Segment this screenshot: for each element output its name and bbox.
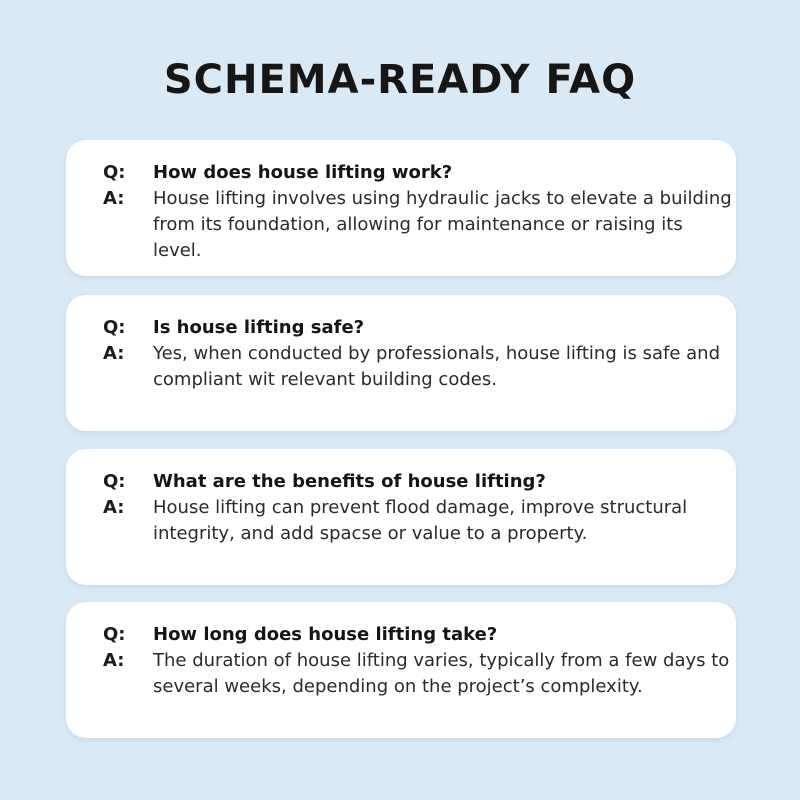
faq-card <box>66 449 736 585</box>
page-title: SCHEMA-READY FAQ <box>163 57 637 103</box>
question-prefix: Q: <box>103 471 126 492</box>
question-text: What are the benefits of house lifting? <box>153 471 546 492</box>
answer-text: The duration of house lifting varies, typically from a few days to several weeks, depending on the project’s complexity. <box>153 650 730 697</box>
question-text: How does house lifting work? <box>153 162 453 183</box>
faq-card <box>66 295 736 431</box>
faq-card <box>66 602 736 738</box>
answer-prefix: A: <box>103 343 125 364</box>
question-prefix: Q: <box>103 317 126 338</box>
answer-prefix: A: <box>103 650 125 671</box>
question-prefix: Q: <box>103 624 126 645</box>
answer-text: House lifting involves using hydraulic jacks to elevate a building from its foundation, allowing for maintenance or raising its level. <box>153 188 732 261</box>
question-prefix: Q: <box>103 162 126 183</box>
answer-text: House lifting can prevent flood damage, improve structural integrity, and add spacse or value to a property. <box>153 497 688 544</box>
answer-prefix: A: <box>103 188 125 209</box>
answer-prefix: A: <box>103 497 125 518</box>
answer-text: Yes, when conducted by professionals, house lifting is safe and compliant wit relevant building codes. <box>153 343 720 390</box>
question-text: Is house lifting safe? <box>153 317 365 338</box>
faq-card <box>66 140 736 276</box>
question-text: How long does house lifting take? <box>153 624 498 645</box>
